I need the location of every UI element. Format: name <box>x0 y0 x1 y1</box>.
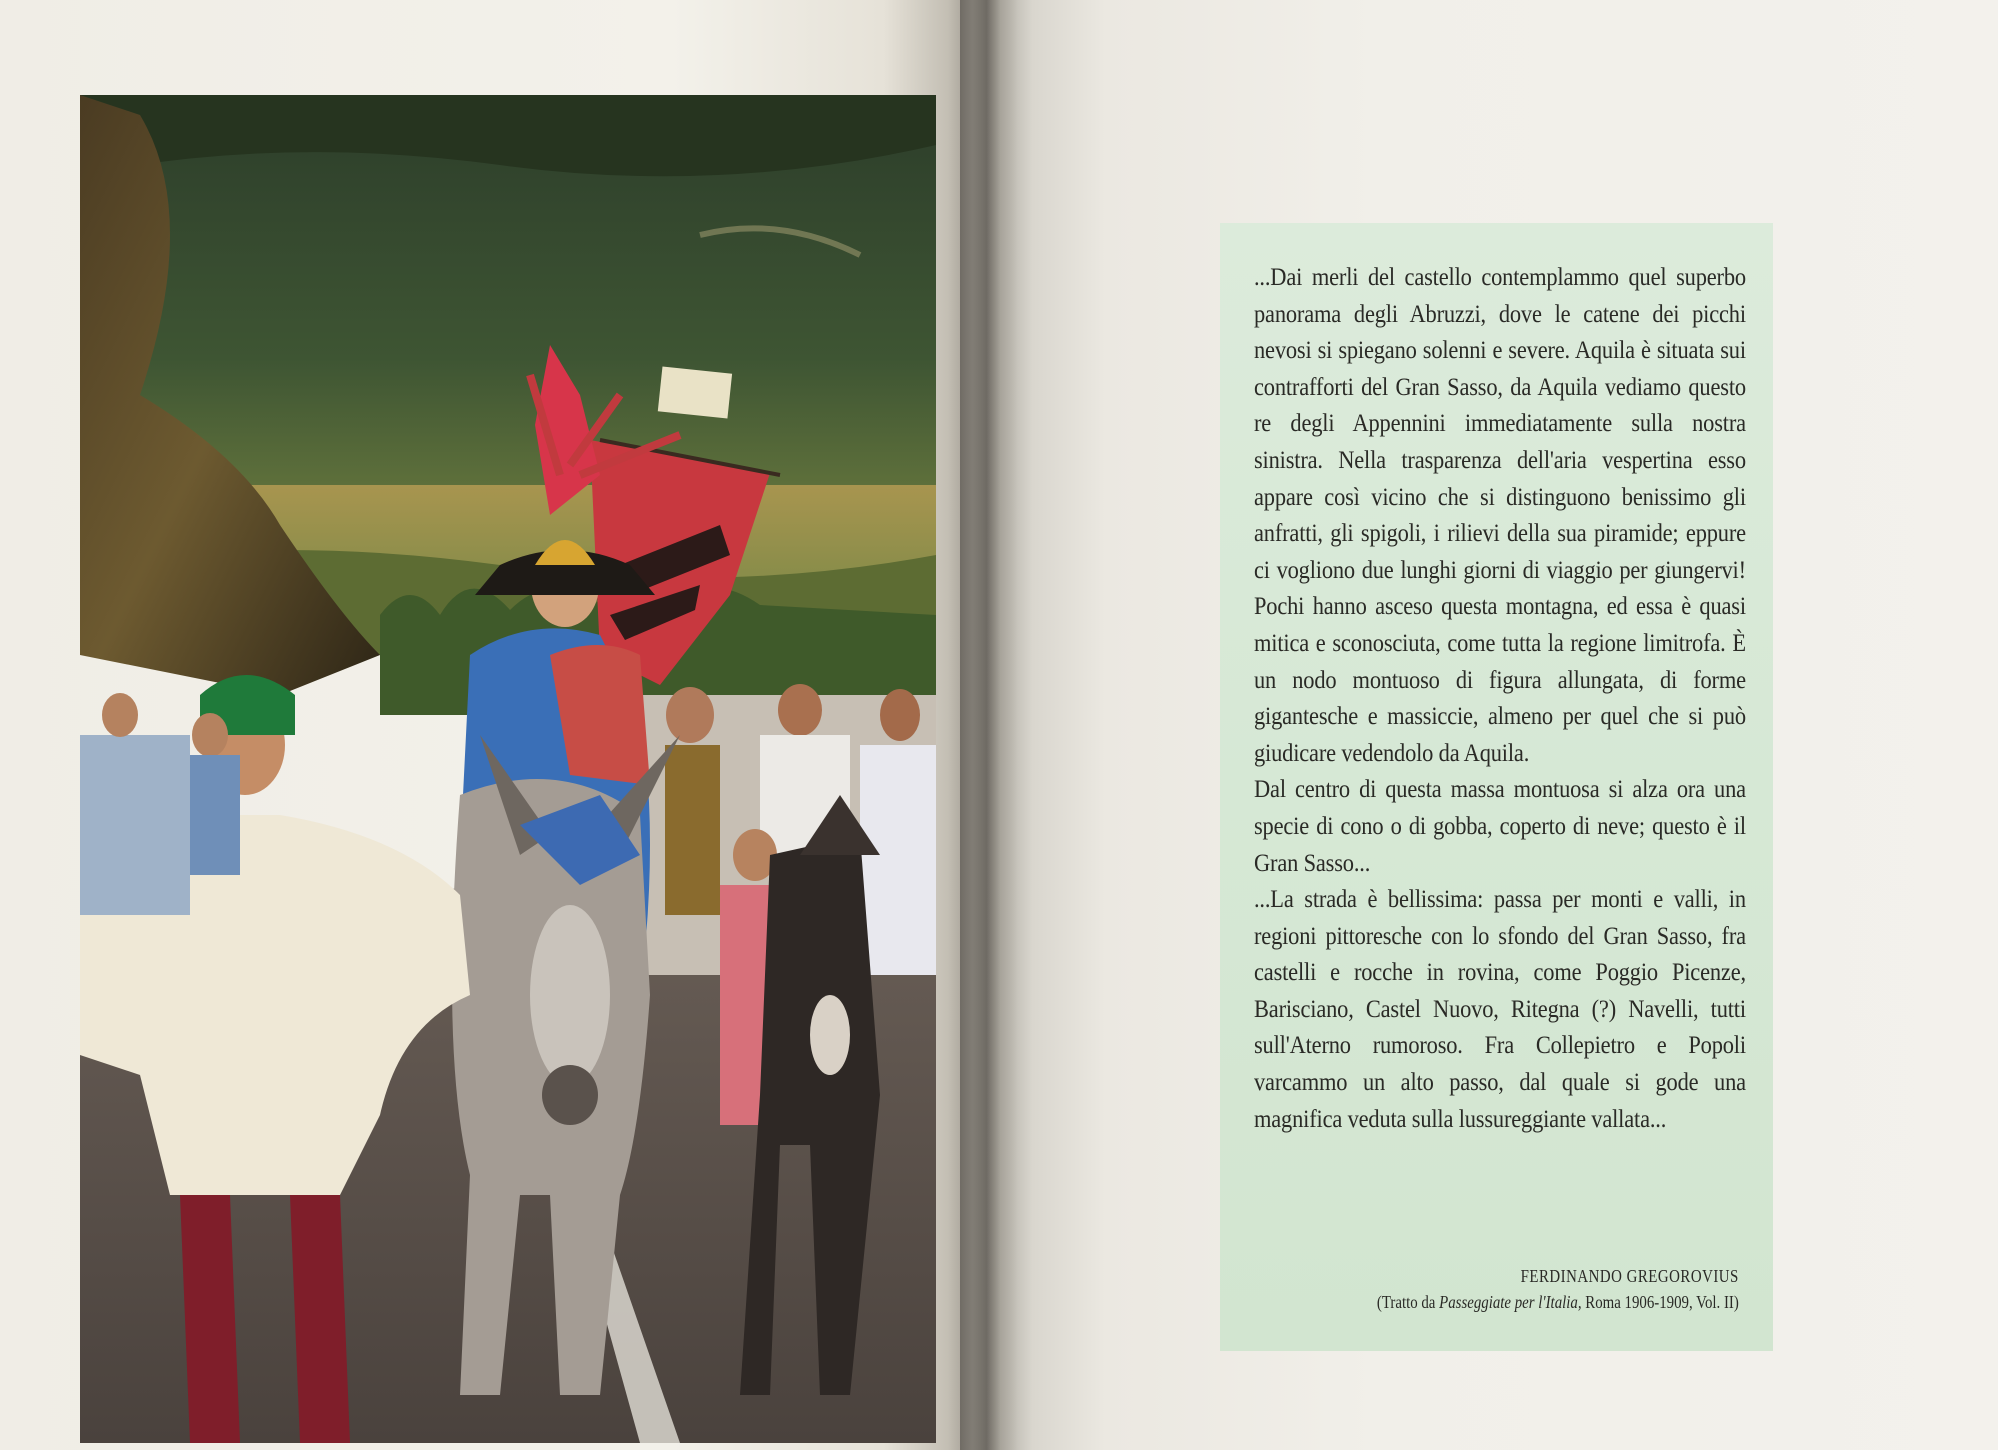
source-suffix: Roma 1906-1909, Vol. II) <box>1581 1292 1739 1312</box>
quote-paragraph-3: ...La strada è bellissima: passa per monti e valli, in regioni pittoresche con lo sfondo del Gran Sasso, fra castelli e rocche in rovina, come Poggio Picenze, Barisciano, Castel Nuovo, Ritegna (?) Navelli, tutti sull'Aterno rumoroso. Fra Collepietro e Popoli varcammo un alto passo, dal quale si gode una magnifica veduta sulla lussureggiante vallata... <box>1254 884 1746 1133</box>
quote-source <box>1377 1289 1739 1315</box>
left-page <box>0 0 960 1450</box>
quote-paragraph-1: ...Dai merli del castello contemplammo quel superbo panorama degli Abruzzi, dove le catene dei picchi nevosi si spiegano solenni e severe. Aquila è situata sui contrafforti del Gran Sasso, da Aquila vediamo questo re degli Appennini immediatamente sulla nostra sinistra. Nella trasparenza dell'aria vespertina esso appare così vicino che si distinguono benissimo gli anfratti, gli spigoli, i rilievi della sua piramide; eppure ci vogliono due lunghi giorni di viaggio per giungervi! Pochi hanno asceso questa montagna, ed essa è quasi mitica e sconosciuta, come tutta la regione limitrofa. È un nodo montuoso di figura allungata, di forme gigantesche e massiccie, almeno per quel che si può giudicare vedendolo da Aquila. <box>1254 262 1746 767</box>
source-title: Passeggiate per l'Italia, <box>1439 1292 1582 1312</box>
book-gutter <box>948 0 1018 1450</box>
quote-text <box>1254 259 1746 1137</box>
quote-author: FERDINANDO GREGOROVIUS <box>1520 1266 1739 1286</box>
quote-attribution <box>1377 1263 1739 1315</box>
procession-photo <box>80 95 936 1443</box>
quote-panel <box>1220 223 1773 1351</box>
source-prefix: (Tratto da <box>1377 1292 1440 1312</box>
quote-paragraph-2: Dal centro di questa massa montuosa si alza ora una specie di cono o di gobba, coperto di neve; questo è il Gran Sasso... <box>1254 774 1746 877</box>
